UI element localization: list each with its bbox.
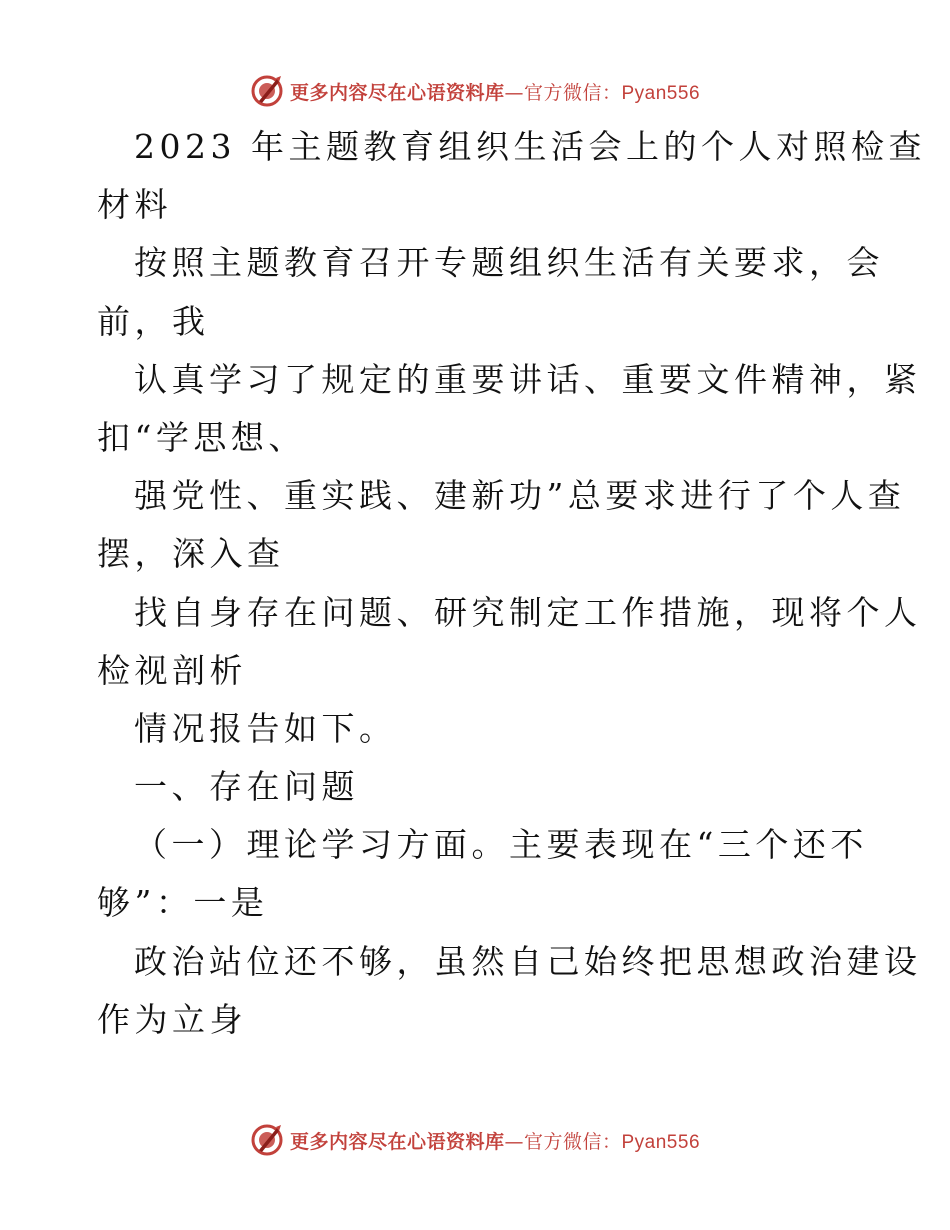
document-line: 政治站位还不够，虽然自己始终把思想政治建设 bbox=[134, 941, 922, 981]
watermark-dash: — bbox=[504, 1130, 524, 1153]
watermark-wechat-id: Pyan556 bbox=[621, 82, 701, 104]
watermark-official-label: 官方微信： bbox=[523, 81, 622, 104]
watermark-official-label: 官方微信： bbox=[523, 1130, 622, 1153]
document-line: 摆，深入查 bbox=[97, 534, 285, 574]
document-line: 材料 bbox=[97, 185, 172, 225]
watermark-dash: — bbox=[504, 81, 524, 104]
document-line: 一、存在问题 bbox=[134, 767, 359, 807]
document-line: 够”：一是 bbox=[97, 883, 269, 923]
watermark-text bbox=[290, 1127, 700, 1154]
document-line: 强党性、重实践、建新功”总要求进行了个人查 bbox=[134, 476, 906, 516]
document-line: 检视剖析 bbox=[97, 650, 247, 690]
document-line: 认真学习了规定的重要讲话、重要文件精神，紧 bbox=[134, 359, 922, 399]
watermark-main-text: 更多内容尽在心语资料库 bbox=[289, 1130, 505, 1153]
document-line: 前，我 bbox=[97, 301, 210, 341]
document-line: 作为立身 bbox=[97, 999, 247, 1039]
header-watermark bbox=[0, 71, 950, 111]
quill-logo-icon bbox=[250, 74, 284, 108]
watermark-text bbox=[290, 78, 700, 105]
document-line: 情况报告如下。 bbox=[134, 708, 397, 748]
quill-logo-icon bbox=[250, 1123, 284, 1157]
document-body bbox=[97, 118, 926, 1049]
document-line: 扣“学思想、 bbox=[97, 417, 306, 457]
document-line: 2023 年主题教育组织生活会上的个人对照检查 bbox=[134, 127, 926, 166]
document-line: 按照主题教育召开专题组织生活有关要求，会 bbox=[134, 243, 884, 283]
watermark-main-text: 更多内容尽在心语资料库 bbox=[289, 81, 505, 104]
watermark-wechat-id: Pyan556 bbox=[621, 1131, 701, 1153]
footer-watermark bbox=[0, 1120, 950, 1160]
document-line: （一）理论学习方面。主要表现在“三个还不 bbox=[134, 825, 868, 865]
document-line: 找自身存在问题、研究制定工作措施，现将个人 bbox=[134, 592, 922, 632]
